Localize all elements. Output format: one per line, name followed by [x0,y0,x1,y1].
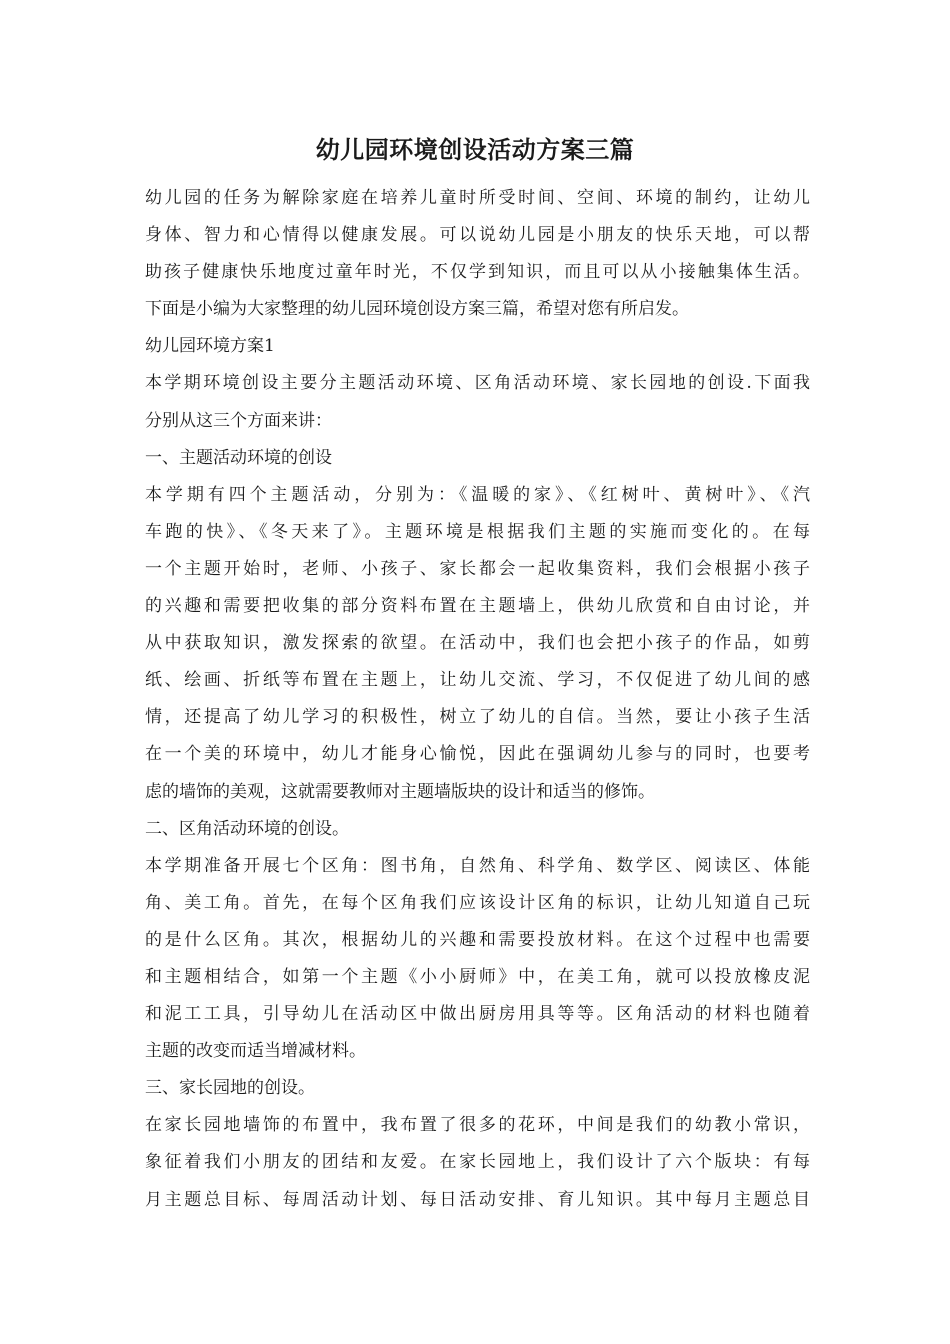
body-line: 本学期准备开展七个区角：图书角，自然角、科学角、数学区、阅读区、体能 [145,855,810,876]
body-line: 本学期有四个主题活动，分别为：《温暖的家》、《红树叶、黄树叶》、《汽 [145,484,810,505]
body-line: 在一个美的环境中，幼儿才能身心愉悦，因此在强调幼儿参与的同时，也要考 [145,744,810,765]
body-line: 车跑的快》、《冬天来了》。主题环境是根据我们主题的实施而变化的。在每 [145,521,810,542]
body-line: 三、家长园地的创设。 [145,1078,315,1099]
body-line: 一、主题活动环境的创设 [145,447,332,468]
body-line: 虑的墙饰的美观，这就需要教师对主题墙版块的设计和适当的修饰。 [145,781,655,802]
body-line: 从中获取知识，激发探索的欲望。在活动中，我们也会把小孩子的作品，如剪 [145,633,810,654]
body-line: 幼儿园的任务为解除家庭在培养儿童时所受时间、空间、环境的制约，让幼儿 [145,188,810,208]
body-line: 身体、智力和心情得以健康发展。可以说幼儿园是小朋友的快乐天地，可以帮 [145,225,810,246]
body-line: 情，还提高了幼儿学习的积极性，树立了幼儿的自信。当然，要让小孩子生活 [145,707,810,728]
body-line: 分别从这三个方面来讲： [145,410,332,431]
body-line: 本学期环境创设主要分主题活动环境、区角活动环境、家长园地的创设.下面我 [145,373,810,394]
body-line: 二、区角活动环境的创设。 [145,818,349,839]
body-line: 主题的改变而适当增减材料。 [145,1041,366,1062]
body-line: 纸、绘画、折纸等布置在主题上，让幼儿交流、学习，不仅促进了幼儿间的感 [145,670,810,691]
body-line: 月主题总目标、每周活动计划、每日活动安排、育儿知识。其中每月主题总目 [145,1189,810,1210]
body-line: 和主题相结合，如第一个主题《小小厨师》中，在美工角，就可以投放橡皮泥 [145,966,810,987]
document-body [145,180,810,1219]
body-line: 和泥工工具，引导幼儿在活动区中做出厨房用具等等。区角活动的材料也随着 [145,1004,810,1025]
body-line: 象征着我们小朋友的团结和友爱。在家长园地上，我们设计了六个版块：有每 [145,1152,810,1173]
body-line: 的兴趣和需要把收集的部分资料布置在主题墙上，供幼儿欣赏和自由讨论，并 [145,596,810,617]
body-line: 助孩子健康快乐地度过童年时光，不仅学到知识，而且可以从小接触集体生活。 [145,262,810,283]
body-line: 角、美工角。首先，在每个区角我们应该设计区角的标识，让幼儿知道自己玩 [145,892,810,913]
body-line: 在家长园地墙饰的布置中，我布置了很多的花环，中间是我们的幼教小常识， [145,1115,810,1136]
body-line: 一个主题开始时，老师、小孩子、家长都会一起收集资料，我们会根据小孩子 [145,558,810,579]
body-line: 下面是小编为大家整理的幼儿园环境创设方案三篇，希望对您有所启发。 [145,299,689,320]
document-title: 幼儿园环境创设活动方案三篇 [315,135,635,164]
body-line: 的是什么区角。其次，根据幼儿的兴趣和需要投放材料。在这个过程中也需要 [145,929,810,950]
body-line: 幼儿园环境方案1 [145,336,275,357]
